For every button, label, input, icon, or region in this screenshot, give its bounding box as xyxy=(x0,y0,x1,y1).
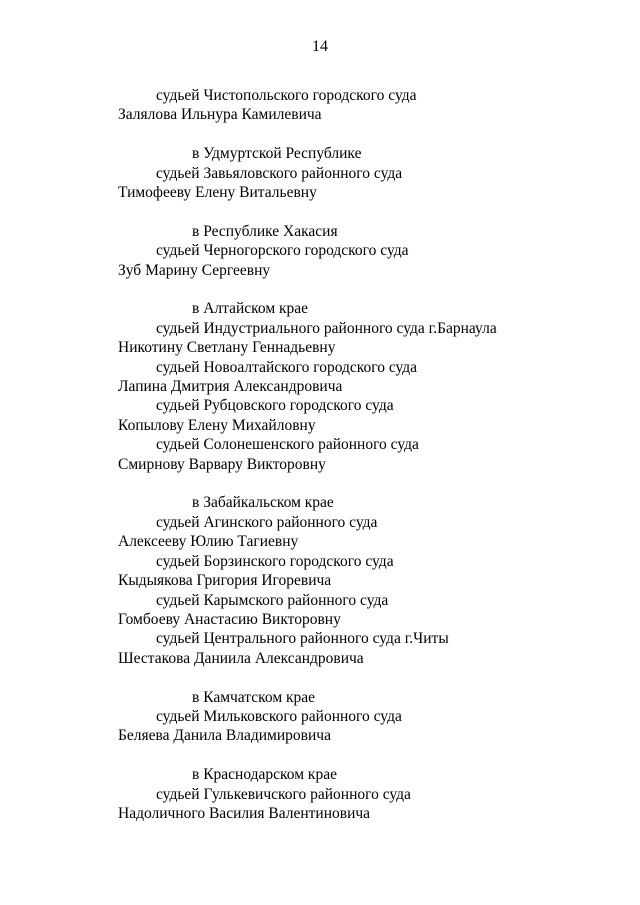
paragraph-gap xyxy=(0,746,640,765)
page-number: 14 xyxy=(312,38,328,55)
court-position: судьей Индустриального районного суда г.Барнаула xyxy=(156,319,497,337)
judge-name: Смирнову Варвару Викторовну xyxy=(118,455,326,473)
court-position: судьей Мильковского районного суда xyxy=(156,707,402,725)
court-position: судьей Гулькевичского районного суда xyxy=(156,785,411,803)
judge-name: Лапина Дмитрия Александровича xyxy=(118,378,343,396)
judge-name: Алексееву Юлию Тагиевну xyxy=(118,533,299,551)
court-position: судьей Новоалтайского городского суда xyxy=(156,358,418,376)
court-position: судьей Агинского районного суда xyxy=(156,513,378,531)
judge-name: Беляева Данила Владимировича xyxy=(118,727,331,745)
judge-name: Зуб Марину Сергеевну xyxy=(118,261,271,279)
judge-name: Надоличного Василия Валентиновича xyxy=(118,804,371,822)
region-heading: в Удмуртской Республике xyxy=(192,145,362,163)
judge-name: Шестакова Даниила Александровича xyxy=(118,649,364,667)
paragraph-gap xyxy=(0,125,640,144)
judge-name: Залялова Ильнура Камилевича xyxy=(118,106,322,124)
court-position: судьей Солонешенского районного суда xyxy=(156,436,419,454)
court-position: судьей Чистопольского городского суда xyxy=(156,87,417,104)
judge-name: Никотину Светлану Геннадьевну xyxy=(118,339,336,357)
region-heading: в Республике Хакасия xyxy=(192,222,338,240)
paragraph-gap xyxy=(0,668,640,687)
court-position: судьей Рубцовского городского суда xyxy=(156,397,394,415)
judge-name: Тимофееву Елену Витальевну xyxy=(118,184,317,202)
paragraph-gap xyxy=(0,474,640,493)
judge-name: Гомбоеву Анастасию Викторовну xyxy=(118,610,341,628)
document-body xyxy=(0,86,640,823)
region-heading: в Краснодарском крае xyxy=(192,766,337,784)
court-position: судьей Карымского районного суда xyxy=(156,591,389,609)
region-heading: в Забайкальском крае xyxy=(192,494,334,512)
court-position: судьей Борзинского городского суда xyxy=(156,552,394,570)
judge-name: Кыдыякова Григория Игоревича xyxy=(118,572,332,590)
region-heading: в Камчатском крае xyxy=(192,688,316,706)
judge-name: Копылову Елену Михайловну xyxy=(118,416,316,434)
court-position: судьей Центрального районного суда г.Читы xyxy=(156,630,449,648)
paragraph-gap xyxy=(0,202,640,221)
court-position: судьей Завьяловского районного суда xyxy=(156,164,403,182)
region-heading: в Алтайском крае xyxy=(192,300,309,318)
paragraph-gap xyxy=(0,280,640,299)
court-position: судьей Черногорского городского суда xyxy=(156,242,409,260)
